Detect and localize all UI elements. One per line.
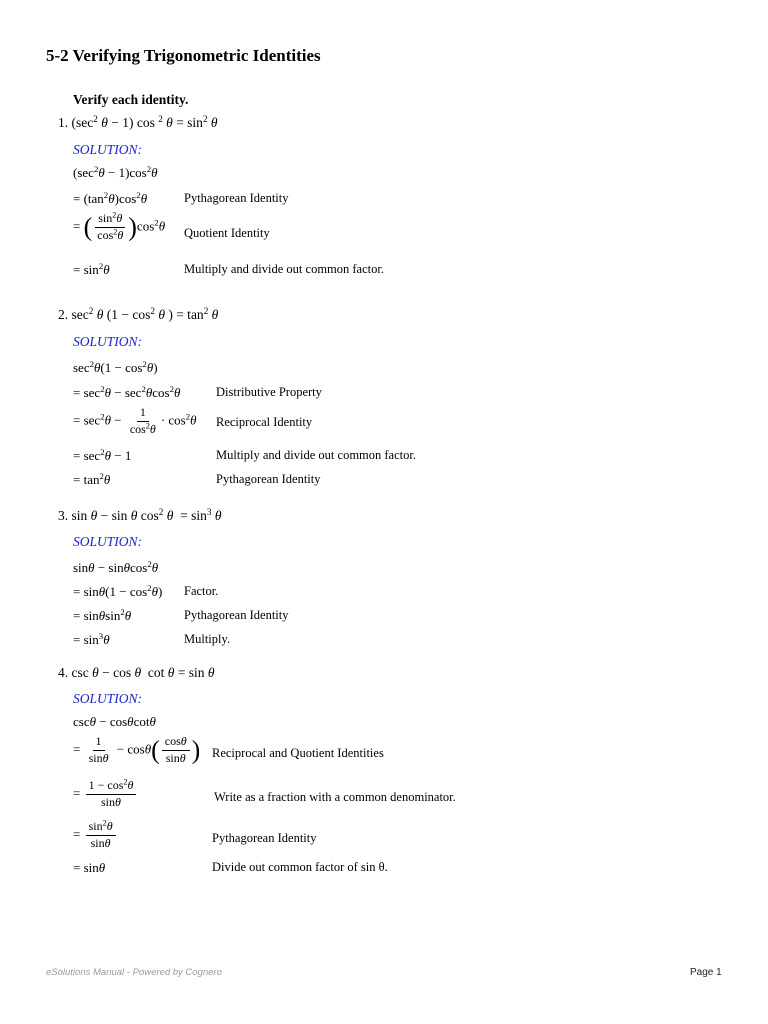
- problem-4-statement: 4. csc θ − cos θ cot θ = sin θ: [58, 665, 215, 680]
- footer-credit: eSolutions Manual - Powered by Cognero: [46, 967, 222, 978]
- math-step: = $\sec^2\theta - \sec^2\theta\cos^2\theta$: [73, 384, 181, 400]
- step-reason: Write as a fraction with a common denominator.: [214, 790, 456, 804]
- step-reason: Pythagorean Identity: [212, 831, 317, 845]
- math-step: = $\frac{1 - \cos^2\theta}{\sin\theta}$: [73, 779, 138, 810]
- step-reason: Reciprocal and Quotient Identities: [212, 746, 384, 760]
- math-step: $(\sec^2\theta - 1)\cos^2\theta$: [73, 164, 158, 180]
- problem-number: 1.: [58, 115, 69, 130]
- problem-number: 2.: [58, 307, 69, 322]
- step-reason: Reciprocal Identity: [216, 415, 313, 429]
- step-reason: Divide out common factor of sin θ.: [212, 860, 388, 874]
- math-step: = $\sec^2\theta - 1$: [73, 447, 132, 463]
- instruction: Verify each identity.: [73, 92, 189, 107]
- page-number: Page 1: [690, 967, 722, 978]
- math-step: = ( $\frac{\sin^2\theta}{\cos^2\theta}$ )$\cos^2\theta$: [73, 210, 166, 242]
- problem-3-statement: 3. sin θ − sin θ $\cos^2 \theta = \sin^3 \theta$: [58, 506, 222, 523]
- math-step: = $\frac{1}{\sin\theta}$ − cosθ( $\frac{\cos\theta}{\sin\theta}$ ): [73, 734, 201, 765]
- math-step: = $\sin^2\theta$: [73, 261, 110, 277]
- math-step: = sinθsin$^2$θ: [73, 607, 132, 623]
- step-reason: Pythagorean Identity: [184, 608, 289, 622]
- math-step: = $\sec^2\theta$ − $\frac{1}{\cos^2\theta}$ · $\cos^2\theta$: [73, 405, 197, 436]
- solution-label: SOLUTION:: [73, 691, 143, 706]
- problem-2-statement: 2. $\sec^2 \theta$ ($1 - \cos^2 \theta$ ) = $\tan^2 \theta$: [58, 305, 219, 322]
- math-step: = $\sin\theta(1 - \cos^2\theta)$: [73, 583, 163, 599]
- step-reason: Multiply and divide out common factor.: [216, 448, 416, 462]
- step-reason: Distributive Property: [216, 385, 322, 399]
- problem-number: 4.: [58, 665, 69, 680]
- math-step: sinθ − sinθcos$^2$θ: [73, 559, 159, 575]
- math-step: = $\tan^2\theta$: [73, 471, 111, 487]
- math-step: = $\frac{\sin^2\theta}{\sin\theta}$: [73, 820, 118, 851]
- step-reason: Factor.: [184, 584, 219, 598]
- problem-number: 3.: [58, 508, 69, 523]
- solution-label: SOLUTION:: [73, 534, 143, 549]
- solution-label: SOLUTION:: [73, 334, 143, 349]
- step-reason: Multiply and divide out common factor.: [184, 262, 384, 276]
- math-step: = $\sin^3\theta$: [73, 631, 110, 647]
- solution-label: SOLUTION:: [73, 142, 143, 157]
- step-reason: Pythagorean Identity: [216, 472, 321, 486]
- step-reason: Multiply.: [184, 632, 231, 646]
- math-step: = sinθ: [73, 860, 106, 875]
- math-step: $\sec^2\theta(1 - \cos^2\theta)$: [73, 359, 158, 375]
- step-reason: Pythagorean Identity: [184, 191, 289, 205]
- problem-1-statement: 1. ($\sec^2$ θ − 1) cos $^2$ $\theta = \sin^2 \theta$: [58, 113, 218, 130]
- page-title: 5-2 Verifying Trigonometric Identities: [46, 46, 321, 65]
- step-reason: Quotient Identity: [184, 226, 270, 240]
- math-step: cscθ − cosθcotθ: [73, 714, 156, 729]
- math-step: = $(\tan^2\theta)\cos^2\theta$: [73, 190, 148, 206]
